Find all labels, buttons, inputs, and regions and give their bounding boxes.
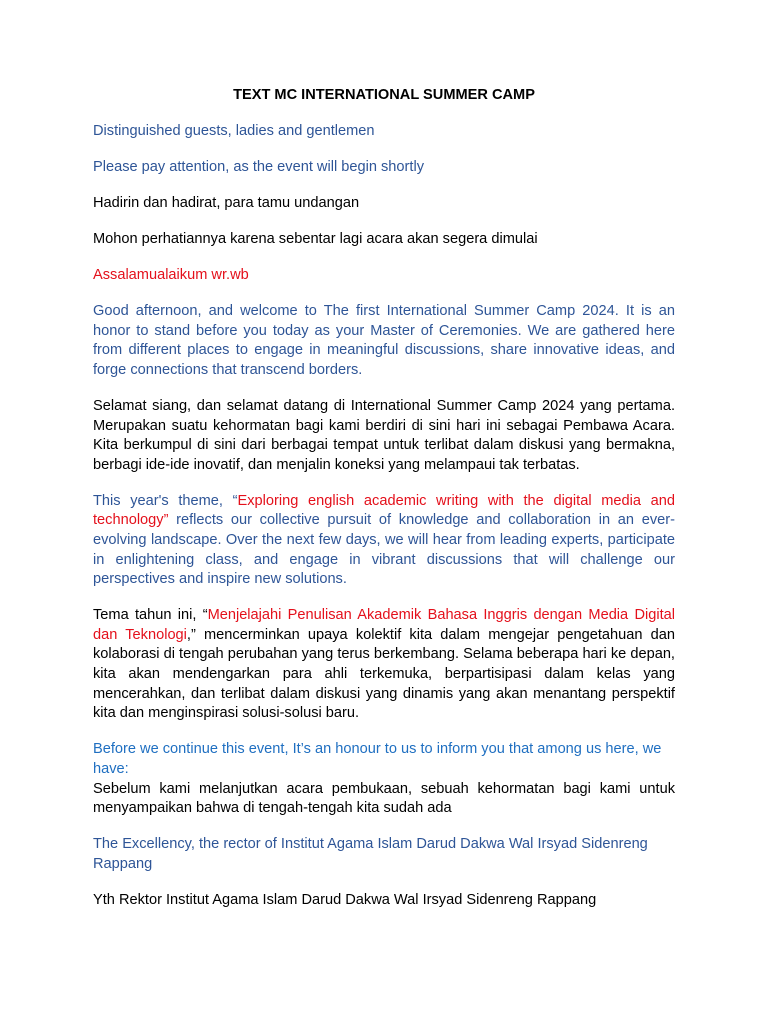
paragraph-greeting-id: Hadirin dan hadirat, para tamu undangan xyxy=(93,194,360,211)
paragraph-salam: Assalamualaikum wr.wb xyxy=(93,266,249,283)
theme-body-en: reflects our collective pursuit of knowledge and collaboration in an ever-evolving landscape. Over the next few days, we will hear from leading experts, participate in enlightening class, and engage in vibrant discussions that will challenge our perspectives and inspire new solutions. xyxy=(93,512,675,588)
theme-title-en: Exploring english academic writing with the digital media and technology” xyxy=(93,492,675,529)
document-title: TEXT MC INTERNATIONAL SUMMER CAMP xyxy=(233,87,535,103)
paragraph-attention-en: Please pay attention, as the event will begin shortly xyxy=(93,158,424,175)
paragraph-rector-en: The Excellency, the rector of Institut Agama Islam Darud Dakwa Wal Irsyad Sidenreng Rappang xyxy=(93,836,648,872)
paragraph-welcome-id: Selamat siang, dan selamat datang di International Summer Camp 2024 yang pertama. Merupakan suatu kehormatan bagi kami berdiri di sini hari ini sebagai Pembawa Acara. Kita berkumpul di sini dari berbagai tempat untuk terlibat dalam diskusi yang bermakna, berbagi ide-ide inovatif, dan menjalin koneksi yang melampaui tak terbatas. xyxy=(93,397,675,473)
theme-body-id: ,” mencerminkan upaya kolektif kita dalam mengejar pengetahuan dan kolaborasi di tengah perubahan yang terus berkembang. Selama beberapa hari ke depan, kita akan mendengarkan para ahli terkemuka, berpartisipasi dalam kelas yang mencerahkan, dan terlibat dalam diskusi yang dinamis yang akan menantang perspektif kita dan menginspirasi solusi-solusi baru. xyxy=(93,626,675,722)
theme-intro-en: This year's theme, “ xyxy=(93,492,238,509)
paragraph-attention-id: Mohon perhatiannya karena sebentar lagi acara akan segera dimulai xyxy=(93,230,538,247)
theme-title-id: Menjelajahi Penulisan Akademik Bahasa Inggris dengan Media Digital dan Teknologi xyxy=(93,607,675,643)
paragraph-theme-id xyxy=(93,606,675,724)
paragraph-rector-id: Yth Rektor Institut Agama Islam Darud Dakwa Wal Irsyad Sidenreng Rappang xyxy=(93,891,597,908)
document-page xyxy=(93,86,675,927)
paragraph-continue-id: Sebelum kami melanjutkan acara pembukaan, sebuah kehormatan bagi kami untuk menyampaikan bahwa di tengah-tengah kita sudah ada xyxy=(93,780,675,817)
paragraph-greeting-en: Distinguished guests, ladies and gentlemen xyxy=(93,122,375,139)
theme-intro-id: Tema tahun ini, “ xyxy=(93,607,208,624)
paragraph-theme-en xyxy=(93,492,675,590)
paragraph-continue-en: Before we continue this event, It’s an honour to us to inform you that among us here, we have: xyxy=(93,741,662,777)
paragraph-welcome-en: Good afternoon, and welcome to The first International Summer Camp 2024. It is an honor to stand before you today as your Master of Ceremonies. We are gathered here from different places to engage in meaningful discussions, share innovative ideas, and forge connections that transcend borders. xyxy=(93,303,675,378)
